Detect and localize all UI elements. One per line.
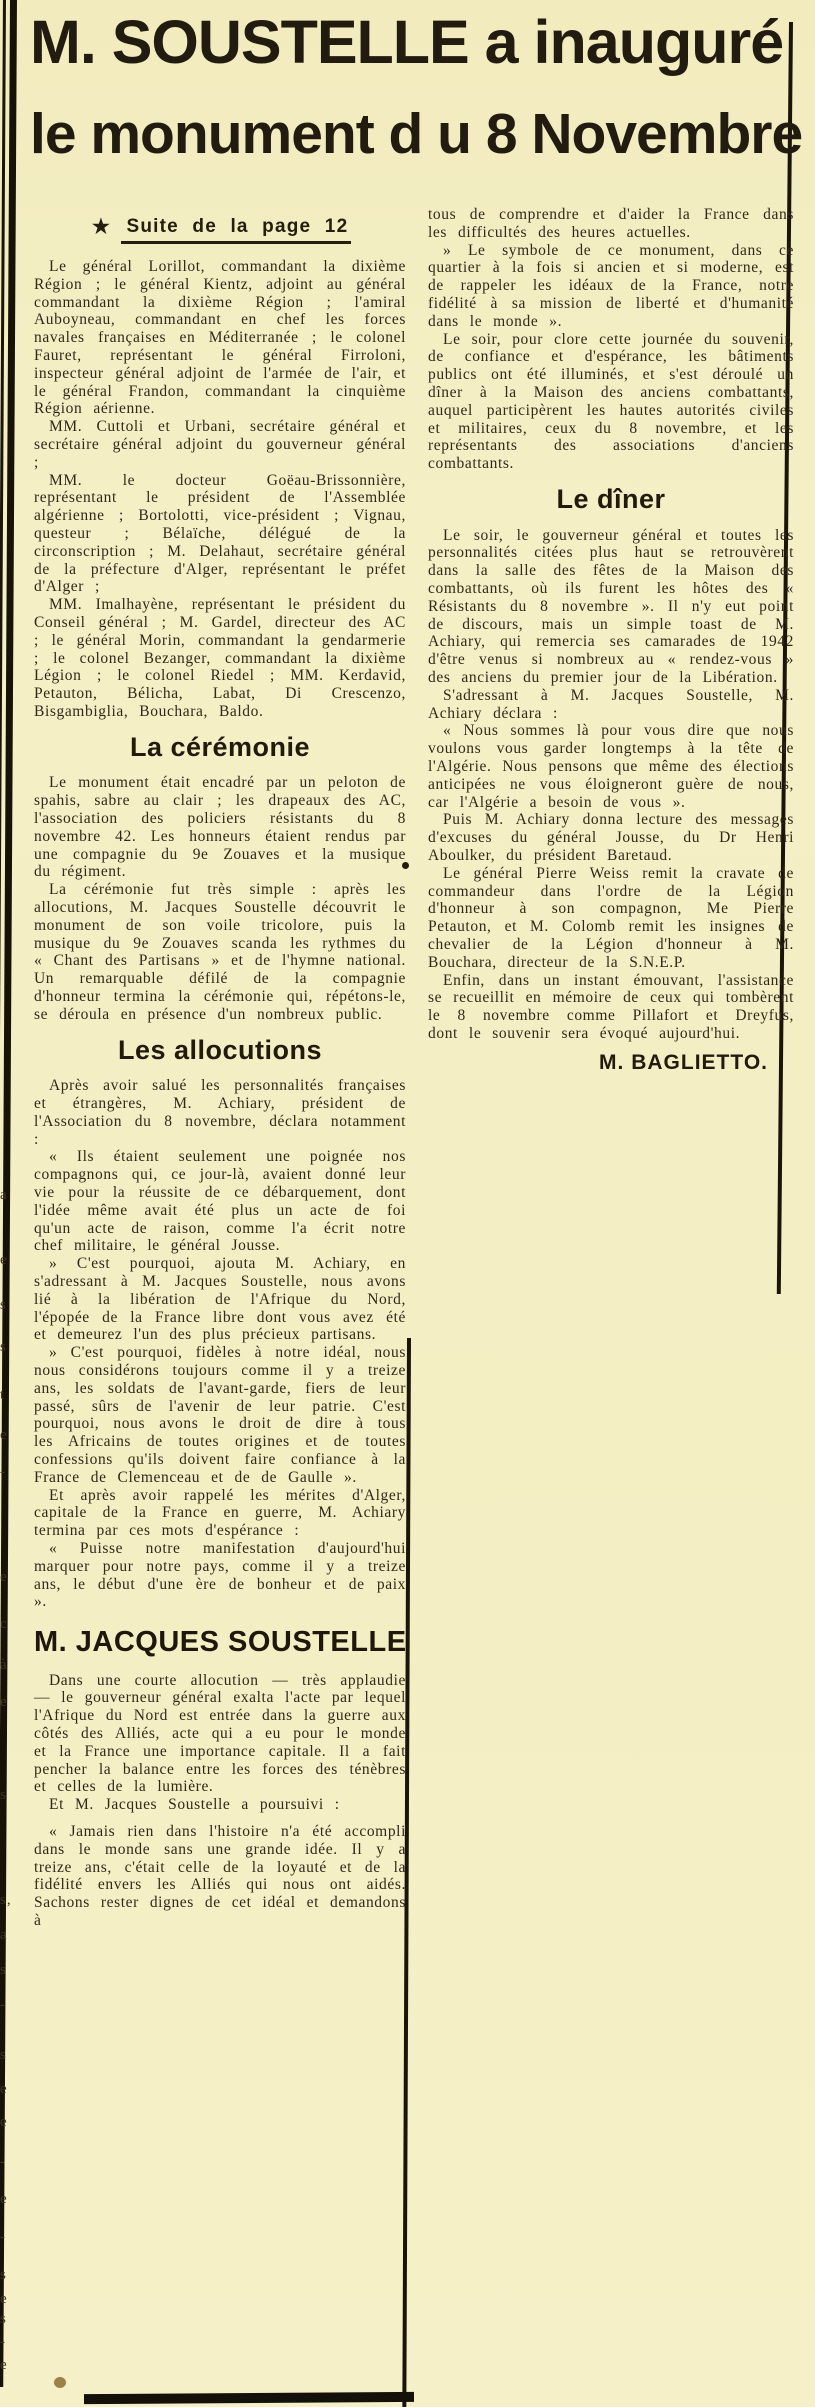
- edge-fragment: s: [0, 2048, 7, 2063]
- paragraph-recueillement: Enfin, dans un instant émouvant, l'assistance se recueillit en mémoire de ceux qui tombèrent le 8 novembre comme Pillafort et Dreyfus, dont le souvenir sera évoqué aujourd'hui.: [428, 971, 794, 1042]
- star-icon: ★: [90, 213, 113, 239]
- edge-fragment: s: [0, 1788, 7, 1803]
- edge-fragment: -: [0, 2155, 6, 2170]
- paragraph-officials-2: MM. Cuttoli et Urbani, secrétaire général et secrétaire général adjoint du gouverneur général ;: [34, 418, 406, 471]
- edge-fragment: e: [0, 2115, 8, 2130]
- paragraph-soustelle-quote: « Jamais rien dans l'histoire n'a été accompli dans le monde sans une grande idée. Il y a treize ans, c'était celle de la loyauté et de la fidélité envers les Alliés qui nous ont aidés. Sachons rester dignes de cet idéal et demandons à: [34, 1822, 406, 1929]
- edge-fragment: à: [0, 1658, 8, 1673]
- author-byline: M. BAGLIETTO.: [599, 1050, 768, 1074]
- paragraph-ceremonie-2: La cérémonie fut très simple : après les allocutions, M. Jacques Soustelle découvrit le monument de son voile tricolore, puis la musique du 9e Zouaves scanda les rythmes du « Chant des Partisans » et de l'hymne national. Un remarquable défilé de la compagnie d'honneur termina la cérémonie qui, répétons-le, se déroula en présence d'un nombreux public.: [34, 881, 406, 1023]
- section-heading-le-diner: Le dîner: [556, 483, 666, 514]
- continuation-text: Suite de la page 12: [121, 216, 351, 244]
- edge-fragment: s: [0, 1298, 7, 1313]
- section-heading-les-allocutions: Les allocutions: [117, 1034, 323, 1065]
- paragraph-ceremonie-1: Le monument était encadré par un peloton de spahis, sabre au clair ; les drapeaux des AC, l'association des policiers résistants du 8 novembre 42. Les honneurs étaient rendus par une compagnie du 9e Zouaves et la musique du régiment.: [34, 774, 406, 881]
- paragraph-legion-honneur: Le général Pierre Weiss remit la cravate de commandeur dans l'ordre de la Légion d'honneur à son compagnon, Me Pierre Petauton, et M. Colomb remit les insignes de chevalier de la Légion d'honneur à M. Bouchara, directeur de la S.N.E.P.: [428, 864, 794, 971]
- headline-line-2: le monument d u 8 Novembre: [30, 102, 803, 166]
- paragraph-allocutions-5: Et après avoir rappelé les mérites d'Alger, capitale de la France en guerre, M. Achiary termina par ces mots d'espérance :: [34, 1486, 406, 1540]
- paragraph-allocutions-1: Après avoir salué les personnalités françaises et étrangères, M. Achiary, président de l'Association du 8 novembre, déclara notamment :: [34, 1077, 406, 1148]
- edge-fragment: e: [0, 2358, 8, 2373]
- section-heading-jacques-soustelle: M. JACQUES SOUSTELLE: [34, 1626, 407, 1659]
- edge-fragment: a: [0, 1188, 8, 1203]
- continuation-kicker: [40, 213, 402, 240]
- paragraph-officials-3: MM. le docteur Goëau-Brissonnière, représentant le président de l'Assemblée algérienne ; Bortolotti, vice-président ; Vignau, questeur ; Bélaïche, délégué de la circonscription ; M. Delahaut, secrétaire général de la préfecture d'Alger, représentant le préfet d'Alger ;: [34, 471, 406, 596]
- paragraph-symbole: » Le symbole de ce monument, dans ce quartier à la fois si ancien et si moderne, est de rappeler les idéaux de la France, notre fidélité à sa mission de liberté et d'humanité dans le monde ».: [428, 241, 794, 330]
- edge-fragment: -: [0, 2335, 6, 2350]
- edge-fragment: -: [0, 2230, 6, 2245]
- paragraph-allocutions-6: « Puisse notre manifestation d'aujourd'hui marquer pour notre pays, comme il y a treize ans, le début d'une ère de bonheur et de paix ».: [34, 1539, 406, 1611]
- article-right-column: [428, 206, 794, 1075]
- edge-fragment: -: [0, 1998, 6, 2013]
- paragraph-illuminations: Le soir, pour clore cette journée du souvenir, de confiance et d'espérance, les bâtiments publics ont été illuminés, et s'est déroulé un dîner à la Maison des anciens combattants, auquel participèrent les hautes autorités civiles et militaires, ceux du 8 novembre, et les représentants des associations d'anciens combattants.: [428, 330, 794, 473]
- edge-fragment: e: [0, 2292, 8, 2307]
- edge-fragment: s: [0, 2268, 7, 2283]
- paper-stain: [54, 2377, 66, 2388]
- paragraph-soustelle-2: Et M. Jacques Soustelle a poursuivi :: [49, 1796, 340, 1814]
- paragraph-officials-4: MM. Imalhayène, représentant le président du Conseil général ; M. Gardel, directeur des AC ; le général Morin, commandant la gendarmerie ; le colonel Bezanger, commandant la dixième Légion ; le colonel Riedel ; MM. Kerdavid, Petauton, Bélicha, Labat, Di Crescenzo, Bisgambiglia, Bouchara, Baldo.: [34, 596, 406, 720]
- article-left-column: [34, 258, 406, 1930]
- edge-fragment: e: [0, 1253, 8, 1268]
- paragraph-messages-excuses: Puis M. Achiary donna lecture des messages d'excuses du général Jousse, du Dr Henri Aboulker, du président Baretaud.: [428, 811, 794, 864]
- edge-fragment: a: [0, 1928, 8, 1943]
- edge-fragment: e: [0, 2082, 8, 2097]
- paragraph-diner-3: « Nous sommes là pour vous dire que nous voulons vous garder longtemps à la tête de l'Algérie. Nous pensons que même des élections anticipées ne vous éloigneront guère de nous, car l'Algérie a besoin de vous ».: [428, 722, 794, 811]
- paragraph-diner-1: Le soir, le gouverneur général et toutes les personnalités citées plus haut se retrouvèrent dans la salle des fêtes de la Maison des combattants, où ils furent les hôtes des « Résistants du 8 novembre ». Il n'y eut point de discours, mais un simple toast de M. Achiary, qui remercia ses camarades de 1942 d'être venus si nombreux au « rendez-vous » des anciens du premier jour de la Libération.: [428, 526, 794, 687]
- paragraph-soustelle-1: Dans une courte allocution — très applaudie — le gouverneur général exalta l'acte par lequel l'Afrique du Nord est entrée dans la guerre aux côtés des Alliés, acte qui a eu pour le monde et la France une importance capitale. Il a fait pencher la balance entre les forces des ténèbres et celles de la lumière.: [34, 1671, 406, 1796]
- headline-line-1: M. SOUSTELLE a inauguré: [30, 8, 784, 76]
- edge-fragment: e: [0, 1570, 8, 1585]
- paragraph-officials-1: Le général Lorillot, commandant la dixième Région ; le général Kientz, adjoint au général commandant la dixième Région ; l'amiral Auboyneau, commandant en chef les forces navales françaises en Méditerranée ; le colonel Fauret, représentant le général Firroloni, inspecteur général adjoint de l'armée de l'air, et le général Frandon, commandant la cinquième Région aérienne.: [34, 258, 406, 418]
- edge-fragment: e: [0, 1695, 8, 1710]
- paragraph-diner-2: S'adressant à M. Jacques Soustelle, M. Achiary déclara :: [428, 686, 794, 722]
- article-headline: [30, 8, 803, 166]
- edge-fragment: c: [0, 1617, 8, 1632]
- edge-fragment: e: [0, 2192, 8, 2207]
- edge-fragment: s,: [0, 1893, 12, 1908]
- paragraph-allocutions-4: » C'est pourquoi, fidèles à notre idéal, nous nous considérons toujours comme il y a treize ans, les soldats de l'avant-garde, fiers de leur passé, sûrs de l'avenir de leur patrie. C'est pourquoi, nous avons le droit de dire à tous les Africains de toutes origines et de toutes confessions qu'ils doivent faire confiance à la France de Clemenceau et de de Gaulle ».: [34, 1344, 406, 1486]
- edge-fragment: -: [0, 1465, 6, 1480]
- edge-fragment: s: [0, 1340, 7, 1355]
- edge-fragment: s: [0, 1963, 7, 1978]
- edge-fragment: s: [0, 2312, 7, 2327]
- edge-fragment: t: [0, 1388, 6, 1403]
- paragraph-allocutions-2: « Ils étaient seulement une poignée nos compagnons qui, ce jour-là, avaient donné leur vie pour la réussite de ce débarquement, dont l'idée même avait été plus un acte de foi qu'un acte de raison, comme l'a écrit notre chef militaire, le général Jousse.: [34, 1148, 406, 1255]
- paragraph-continuation: tous de comprendre et d'aider la France dans les difficultés des heures actuelles.: [428, 206, 794, 241]
- paragraph-allocutions-3: » C'est pourquoi, ajouta M. Achiary, en s'adressant à M. Jacques Soustelle, nous avons lié à la libération de l'Afrique du Nord, l'épopée de la France libre dont vous avez été et demeurez l'un des plus précieux partisans.: [34, 1255, 406, 1344]
- section-heading-la-ceremonie: La cérémonie: [129, 731, 311, 762]
- next-article-top-rule: [84, 2392, 414, 2404]
- edge-fragment: e: [0, 1428, 8, 1443]
